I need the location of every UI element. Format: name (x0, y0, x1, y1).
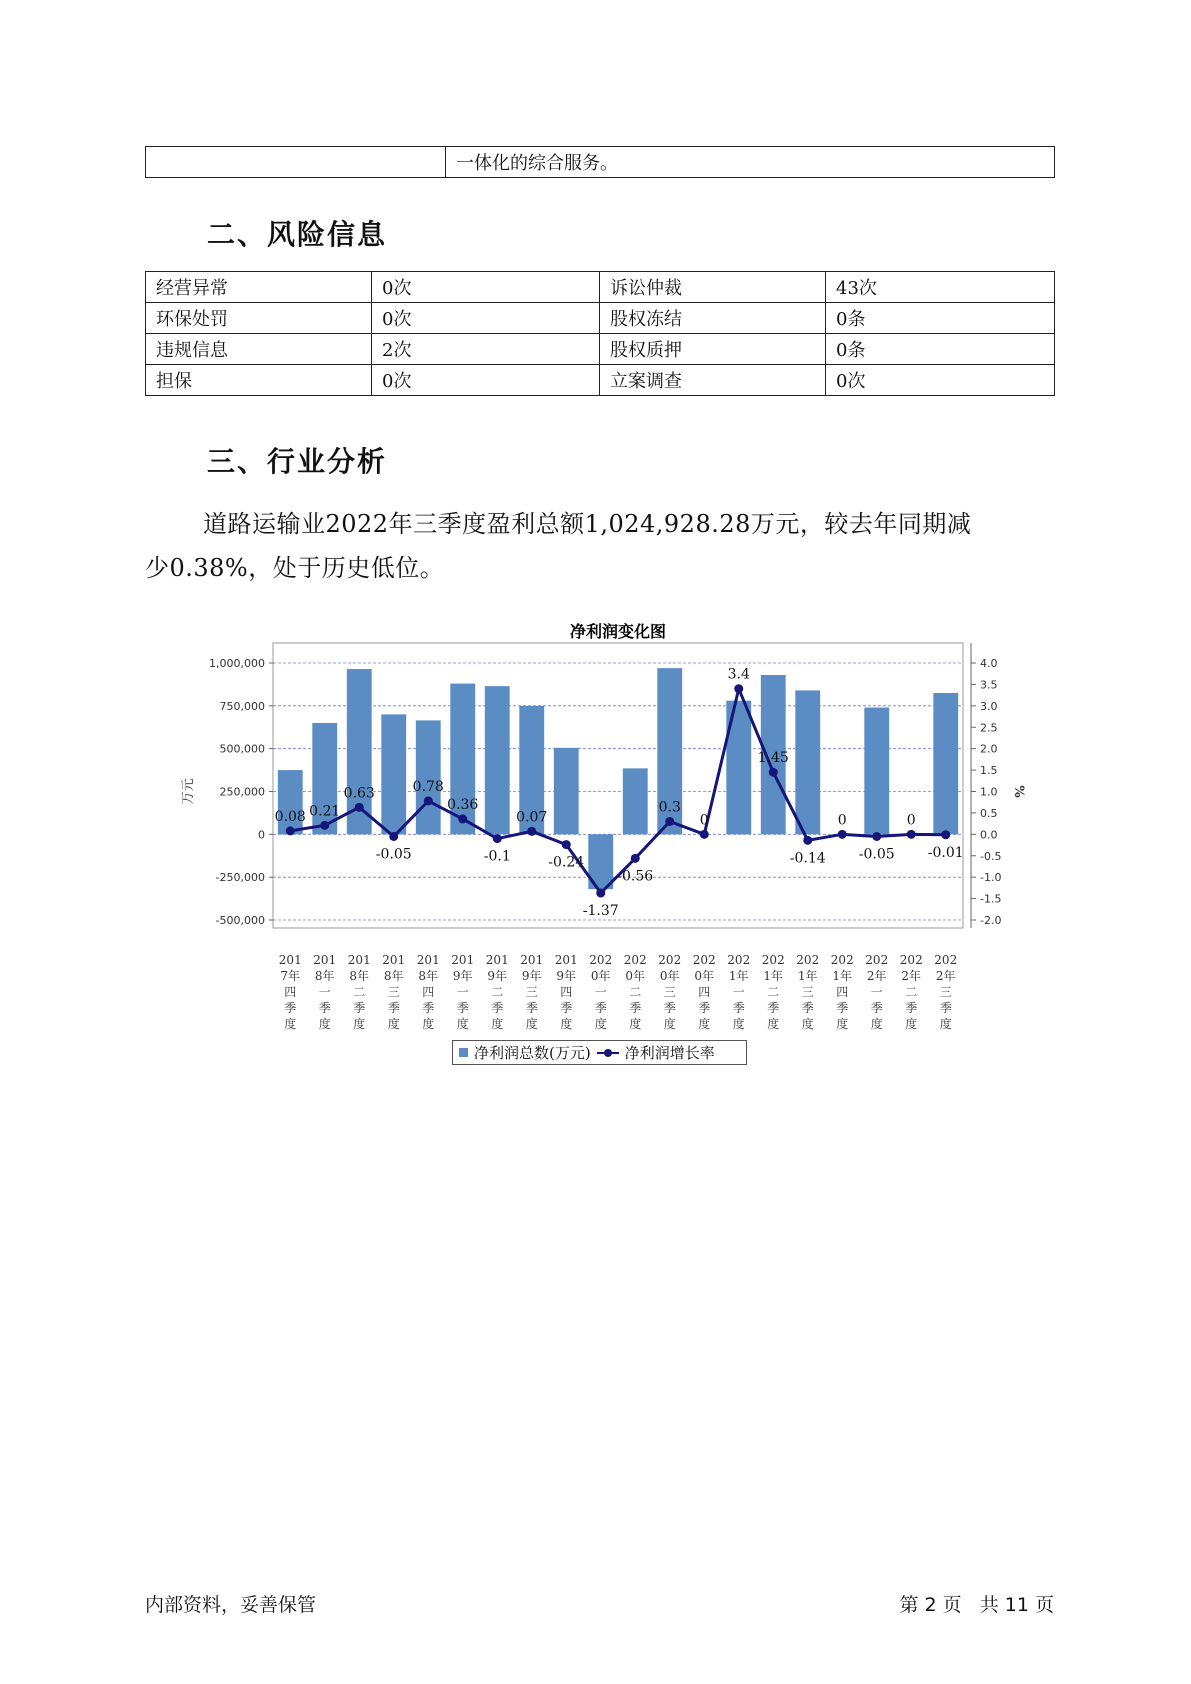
risk-label: 违规信息 (146, 334, 372, 365)
data-label: -0.1 (483, 848, 511, 865)
bar (864, 708, 889, 835)
x-tick-label: 四 (698, 985, 711, 999)
y2-tick-label: 0.0 (980, 828, 998, 842)
x-tick-label: 度 (491, 1017, 504, 1030)
x-tick-label: 季 (594, 1001, 607, 1015)
bar (485, 686, 510, 834)
x-tick-label: 201 (278, 953, 302, 967)
x-tick-label: 0年 (590, 969, 611, 983)
x-tick-label: 季 (698, 1001, 711, 1015)
y2-tick-label: 2.0 (980, 742, 998, 756)
x-tick-label: 202 (761, 953, 785, 967)
data-label: -0.05 (858, 846, 895, 863)
line-point (355, 803, 364, 812)
x-tick-label: 202 (934, 953, 958, 967)
y2-tick-label: 3.5 (980, 678, 998, 692)
x-tick-label: 201 (485, 953, 509, 967)
x-tick-label: 度 (456, 1017, 469, 1030)
data-label: -1.37 (582, 903, 619, 920)
y-tick-label: 500,000 (219, 742, 265, 756)
line-point (527, 827, 536, 836)
y-tick-label: 750,000 (219, 699, 265, 713)
risk-value: 43次 (826, 272, 1055, 303)
risk-value: 0次 (372, 303, 600, 334)
section-title-risk: 二、风险信息 (207, 218, 388, 251)
x-tick-label: 201 (451, 953, 475, 967)
x-tick-label: 三 (801, 985, 814, 999)
intro-cell-left (146, 147, 446, 178)
y2-tick-label: -1.5 (980, 892, 1002, 906)
x-tick-label: 度 (387, 1017, 400, 1030)
chart-legend (452, 1040, 747, 1065)
x-tick-label: 1年 (797, 969, 818, 983)
line-point (631, 854, 640, 863)
y2-tick-label: 1.0 (980, 785, 998, 799)
data-label: 0 (837, 812, 847, 829)
y2-tick-label: -2.0 (980, 914, 1002, 927)
x-tick-label: 202 (865, 953, 889, 967)
line-point (700, 830, 709, 839)
section-title-industry: 三、行业分析 (207, 445, 388, 478)
x-tick-label: 9年 (487, 969, 508, 983)
x-tick-label: 季 (525, 1001, 538, 1015)
y2-tick-label: 2.5 (980, 721, 998, 735)
data-label: -0.01 (927, 844, 964, 861)
x-tick-label: 度 (422, 1017, 435, 1030)
line-point (596, 889, 605, 898)
x-tick-label: 0年 (625, 969, 646, 983)
x-tick-label: 度 (525, 1017, 538, 1030)
x-tick-label: 季 (767, 1001, 780, 1015)
data-label: -0.05 (375, 846, 412, 863)
footer-page-number: 第 2 页 共 11 页 (899, 1594, 1054, 1616)
data-label: 1.45 (757, 750, 789, 767)
x-tick-label: 202 (899, 953, 923, 967)
line-point (562, 840, 571, 849)
bar (933, 693, 958, 834)
risk-label: 股权质押 (600, 334, 826, 365)
x-tick-label: 季 (318, 1001, 331, 1015)
x-tick-label: 季 (939, 1001, 952, 1015)
x-tick-label: 一 (318, 985, 331, 999)
x-tick-label: 202 (658, 953, 682, 967)
risk-label: 股权冻结 (600, 303, 826, 334)
risk-label: 环保处罚 (146, 303, 372, 334)
bar (381, 714, 406, 834)
data-label: 0 (906, 812, 916, 829)
x-tick-label: 度 (318, 1017, 331, 1030)
bar (554, 748, 579, 835)
x-tick-label: 四 (560, 985, 573, 999)
bar (623, 768, 648, 834)
x-tick-label: 0年 (659, 969, 680, 983)
risk-value: 0次 (372, 272, 600, 303)
line-point (941, 830, 950, 839)
y-tick-label: -500,000 (215, 914, 265, 927)
y2-axis-label: % (1011, 785, 1026, 798)
y-tick-label: 0 (258, 828, 265, 842)
data-label: 0.36 (447, 796, 479, 813)
legend-line-swatch (597, 1047, 619, 1059)
risk-value: 0次 (826, 365, 1055, 396)
x-tick-label: 度 (836, 1017, 849, 1030)
x-tick-label: 201 (347, 953, 371, 967)
chart-title: 净利润变化图 (569, 622, 667, 641)
risk-value: 0条 (826, 334, 1055, 365)
intro-table (145, 146, 1055, 178)
x-tick-label: 度 (594, 1017, 607, 1030)
table-row (146, 303, 1055, 334)
x-tick-label: 1年 (832, 969, 853, 983)
x-tick-label: 度 (870, 1017, 883, 1030)
data-label: -0.24 (548, 854, 585, 871)
line-point (458, 814, 467, 823)
x-tick-label: 202 (692, 953, 716, 967)
y2-tick-label: -1.0 (980, 871, 1002, 885)
plot-frame (273, 643, 963, 928)
paragraph-line-2: 少0.38%，处于历史低位。 (145, 554, 445, 582)
x-tick-label: 201 (313, 953, 337, 967)
x-tick-label: 2年 (935, 969, 956, 983)
x-tick-label: 四 (422, 985, 435, 999)
legend-bar-swatch (459, 1048, 468, 1057)
risk-label: 担保 (146, 365, 372, 396)
x-tick-label: 二 (491, 985, 504, 999)
x-tick-label: 三 (387, 985, 400, 999)
y2-tick-label: -0.5 (980, 849, 1002, 863)
intro-cell-right: 一体化的综合服务。 (446, 147, 1055, 178)
line-point (493, 834, 502, 843)
data-label: 0.3 (658, 799, 681, 816)
data-label: 0.78 (412, 778, 444, 795)
x-tick-label: 一 (456, 985, 469, 999)
line-point (803, 836, 812, 845)
x-tick-label: 202 (796, 953, 820, 967)
x-tick-label: 二 (353, 985, 366, 999)
x-tick-label: 7年 (280, 969, 301, 983)
x-tick-label: 季 (353, 1001, 366, 1015)
bar (416, 720, 441, 834)
x-tick-label: 季 (387, 1001, 400, 1015)
y2-tick-label: 4.0 (980, 657, 998, 670)
x-tick-label: 202 (589, 953, 613, 967)
y-axis-label: 万元 (181, 778, 196, 805)
x-tick-label: 201 (554, 953, 578, 967)
table-row (146, 272, 1055, 303)
x-tick-label: 度 (629, 1017, 642, 1030)
x-tick-label: 度 (767, 1017, 780, 1030)
x-tick-label: 度 (905, 1017, 918, 1030)
x-tick-label: 季 (284, 1001, 297, 1015)
risk-label: 立案调查 (600, 365, 826, 396)
x-tick-label: 201 (520, 953, 544, 967)
x-tick-label: 度 (732, 1017, 745, 1030)
x-tick-label: 季 (456, 1001, 469, 1015)
line-point (320, 821, 329, 830)
data-label: -0.56 (617, 868, 654, 885)
legend-bar-label: 净利润总数(万元) (474, 1044, 591, 1062)
x-tick-label: 度 (284, 1017, 297, 1030)
x-tick-label: 8年 (349, 969, 370, 983)
x-tick-label: 度 (698, 1017, 711, 1030)
risk-label: 经营异常 (146, 272, 372, 303)
table-row (146, 365, 1055, 396)
line-point (907, 830, 916, 839)
data-label: 0 (699, 812, 709, 829)
footer-confidential: 内部资料，妥善保管 (145, 1594, 317, 1616)
y-tick-label: -250,000 (215, 871, 265, 885)
x-tick-label: 季 (801, 1001, 814, 1015)
x-tick-label: 季 (870, 1001, 883, 1015)
x-tick-label: 2年 (901, 969, 922, 983)
y2-tick-label: 0.5 (980, 806, 998, 820)
line-point (389, 832, 398, 841)
x-tick-label: 201 (382, 953, 406, 967)
data-label: 3.4 (727, 666, 750, 683)
x-tick-label: 一 (870, 985, 883, 999)
x-tick-label: 度 (560, 1017, 573, 1030)
x-tick-label: 度 (663, 1017, 676, 1030)
y2-tick-label: 3.0 (980, 699, 998, 713)
x-tick-label: 三 (663, 985, 676, 999)
bar (795, 690, 820, 834)
x-tick-label: 9年 (521, 969, 542, 983)
risk-value: 0条 (826, 303, 1055, 334)
y-tick-label: 250,000 (219, 785, 265, 799)
net-profit-chart (180, 620, 1040, 1030)
risk-value: 2次 (372, 334, 600, 365)
x-tick-label: 202 (623, 953, 647, 967)
x-tick-label: 二 (905, 985, 918, 999)
x-tick-label: 二 (767, 985, 780, 999)
x-tick-label: 四 (284, 985, 297, 999)
x-tick-label: 201 (416, 953, 440, 967)
data-label: 0.21 (309, 803, 341, 820)
x-tick-label: 季 (836, 1001, 849, 1015)
table-row (146, 334, 1055, 365)
x-tick-label: 一 (732, 985, 745, 999)
legend-line-label: 净利润增长率 (624, 1044, 715, 1062)
x-tick-label: 季 (491, 1001, 504, 1015)
x-tick-label: 0年 (694, 969, 715, 983)
x-tick-label: 1年 (763, 969, 784, 983)
x-tick-label: 9年 (452, 969, 473, 983)
x-tick-label: 度 (353, 1017, 366, 1030)
x-tick-label: 1年 (728, 969, 749, 983)
data-label: -0.14 (789, 850, 826, 867)
x-tick-label: 二 (629, 985, 642, 999)
line-point (424, 796, 433, 805)
line-point (665, 817, 674, 826)
risk-value: 0次 (372, 365, 600, 396)
x-tick-label: 202 (727, 953, 751, 967)
line-point (769, 768, 778, 777)
line-point (872, 832, 881, 841)
x-tick-label: 季 (905, 1001, 918, 1015)
x-tick-label: 度 (939, 1017, 952, 1030)
line-point (838, 830, 847, 839)
line-point (286, 826, 295, 835)
x-tick-label: 8年 (418, 969, 439, 983)
x-tick-label: 度 (801, 1017, 814, 1030)
line-point (734, 684, 743, 693)
x-tick-label: 2年 (866, 969, 887, 983)
x-tick-label: 季 (732, 1001, 745, 1015)
risk-label: 诉讼仲裁 (600, 272, 826, 303)
x-tick-label: 一 (594, 985, 607, 999)
x-tick-label: 四 (836, 985, 849, 999)
risk-table (145, 271, 1055, 396)
x-tick-label: 季 (422, 1001, 435, 1015)
x-tick-label: 季 (629, 1001, 642, 1015)
y-tick-label: 1,000,000 (209, 657, 265, 670)
x-tick-label: 季 (560, 1001, 573, 1015)
data-label: 0.07 (516, 809, 548, 826)
paragraph-line-1: 道路运输业2022年三季度盈利总额1,024,928.28万元，较去年同期减 (203, 510, 972, 538)
data-label: 0.63 (343, 785, 375, 802)
data-label: 0.08 (274, 808, 306, 825)
x-tick-label: 8年 (383, 969, 404, 983)
x-tick-label: 8年 (314, 969, 335, 983)
x-tick-label: 9年 (556, 969, 577, 983)
x-tick-label: 三 (939, 985, 952, 999)
x-tick-label: 三 (525, 985, 538, 999)
industry-paragraph (145, 502, 1057, 590)
y2-tick-label: 1.5 (980, 764, 998, 778)
x-tick-label: 季 (663, 1001, 676, 1015)
x-tick-label: 202 (830, 953, 854, 967)
